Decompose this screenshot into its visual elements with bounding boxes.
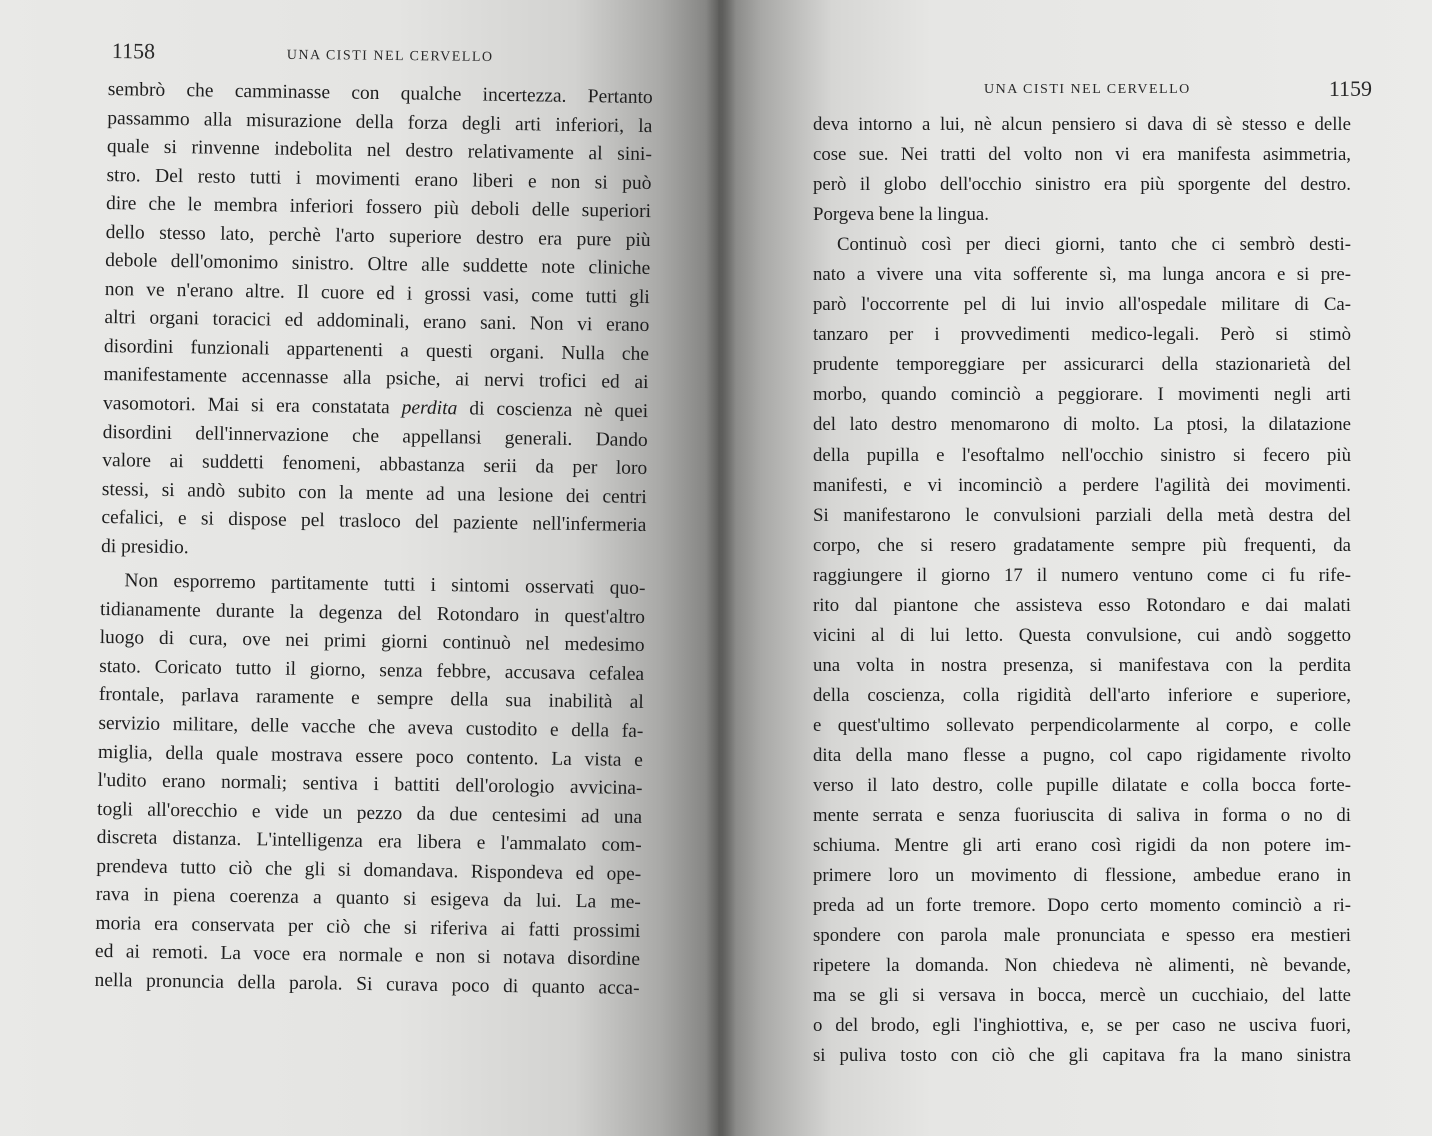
text-line: cose sue. Nei tratti del volto non vi era manifesta asimmetria, xyxy=(813,144,1351,166)
text-line: ripetere la domanda. Non chiedeva nè alimenti, nè bevande, xyxy=(813,955,1351,977)
text-line: tidianamente durante la degenza del Rotondaro in quest'altro xyxy=(99,598,646,628)
left-page-number: 1158 xyxy=(111,38,156,64)
text-line: parò l'occorrente pel di lui invio all'ospedale militare di Ca- xyxy=(813,294,1351,316)
paragraph-start-line: Continuò così per dieci giorni, tanto che ci sembrò desti- xyxy=(837,234,1351,256)
right-running-title: UNA CISTI NEL CERVELLO xyxy=(984,82,1191,97)
right-page-number: 1159 xyxy=(1328,76,1372,101)
text-line: nato a vivere una vita sofferente sì, ma lunga ancora e si pre- xyxy=(813,264,1351,286)
text-line: stato. Coricato tutto il giorno, senza febbre, accusava cefalea xyxy=(99,655,645,685)
text-line: della pupilla e l'esoftalmo nell'occhio sinistro si fecero più xyxy=(813,444,1351,466)
text-line: corpo, che si resero gradatamente sempre più frequenti, da xyxy=(813,534,1351,556)
text-line: rava in piena coerenza a quanto si esigeva da lui. La me- xyxy=(95,884,641,914)
text-fragment: di coscienza nè quei xyxy=(469,398,649,423)
text-fragment: vasomotori. Mai si era constatata xyxy=(102,392,390,419)
text-line: stessi, si andò subito con la mente ad una lesione dei centri xyxy=(101,478,647,508)
text-line: sembrò che camminasse con qualche incertezza. Pertanto xyxy=(107,78,653,109)
text-line: prudente temporeggiare per assicurarci della stazionarietà del xyxy=(813,354,1351,376)
text-line: però il globo dell'occhio sinistro era più sporgente del destro. xyxy=(813,174,1351,196)
right-page-text xyxy=(813,110,1351,1072)
text-line: Porgeva bene la lingua. xyxy=(813,204,989,226)
italic-word: perdita xyxy=(401,397,458,420)
text-line: una volta in nostra presenza, si manifestava con la perdita xyxy=(813,654,1351,676)
text-line: raggiungere il giorno 17 il numero ventuno come ci fu rife- xyxy=(813,564,1351,586)
left-running-title: UNA CISTI NEL CERVELLO xyxy=(286,47,494,65)
left-page-header xyxy=(111,38,632,65)
text-line: miglia, della quale mostrava essere poco contento. La vista e xyxy=(97,741,644,771)
text-line: frontale, parlava raramente e sempre della sua inabilità al xyxy=(98,684,644,714)
text-line: morbo, quando cominciò a peggiorare. I movimenti negli arti xyxy=(813,384,1351,406)
text-line: altri organi toracici ed addominali, erano sani. Non vi erano xyxy=(104,307,650,337)
text-line: si puliva tosto con ciò che gli capitava fra la mano sinistra xyxy=(813,1045,1351,1067)
text-line: manifesti, e vi incominciò a perdere l'agilità dei movimenti. xyxy=(813,474,1351,496)
text-line: o del brodo, egli l'inghiottiva, e, se per caso ne usciva fuori, xyxy=(813,1015,1351,1037)
text-line: passammo alla misurazione della forza degli arti inferiori, la xyxy=(107,107,653,137)
text-line: e quest'ultimo sollevato perpendicolarmente al corpo, e colle xyxy=(813,714,1351,736)
text-line: l'udito erano normali; sentiva i battiti dell'orologio avvicina- xyxy=(97,770,643,800)
text-line: luogo di cura, ove nei primi giorni continuò nel medesimo xyxy=(99,627,645,657)
text-line: manifestamente accennasse alla psiche, ai nervi trofici ed ai xyxy=(103,364,649,394)
text-line: nella pronuncia della parola. Si curava poco di quanto acca- xyxy=(94,969,640,999)
text-line: schiuma. Mentre gli arti erano così rigidi da non potere im- xyxy=(813,835,1351,857)
text-line: quale si rinvenne indebolita nel destro relativamente al sini- xyxy=(106,136,653,166)
text-line: deva intorno a lui, nè alcun pensiero si dava di sè stesso e delle xyxy=(813,114,1351,135)
text-line: disordini funzionali appartenenti a questi organi. Nulla che xyxy=(103,335,650,365)
text-line: di presidio. xyxy=(100,535,189,558)
text-line: disordini dell'innervazione che appellansi generali. Dando xyxy=(102,421,648,451)
text-line: stro. Del resto tutti i movimenti erano liberi e non si può xyxy=(106,164,652,194)
text-line: discreta distanza. L'intelligenza era libera e l'ammalato com- xyxy=(96,827,642,857)
text-line: verso il lato destro, colle pupille dilatate e colla bocca forte- xyxy=(813,775,1351,797)
text-line: prendeva tutto ciò che gli si domandava. Rispondeva ed ope- xyxy=(96,855,642,885)
text-line: ma se gli si versava in bocca, mercè un cucchiaio, del latte xyxy=(813,985,1351,1007)
text-line: debole dell'omonimo sinistro. Oltre alle suddette note cliniche xyxy=(105,250,651,280)
text-line: cefalici, e si dispose pel trasloco del paziente nell'infermeria xyxy=(101,507,647,537)
text-line: della coscienza, colla rigidità dell'arto inferiore e superiore, xyxy=(813,684,1351,706)
text-line: Si manifestarono le convulsioni parziali della metà destra del xyxy=(813,504,1351,526)
left-page-text xyxy=(94,76,653,1003)
text-line: togli all'orecchio e vide un pezzo da due centesimi ad una xyxy=(96,798,643,828)
text-line: dire che le membra inferiori fossero più deboli delle superiori xyxy=(105,193,652,223)
text-line: vicini al di lui letto. Questa convulsione, cui andò soggetto xyxy=(813,624,1351,646)
paragraph-start-line: Non esporremo partitamente tutti i sintomi osservati quo- xyxy=(124,570,646,600)
book-gutter xyxy=(706,0,736,1136)
text-line: non ve n'erano altre. Il cuore ed i grossi vasi, come tutti gli xyxy=(104,278,650,308)
text-line: rito dal piantone che assisteva esso Rotondaro e dai malati xyxy=(813,594,1351,616)
text-line: servizio militare, delle vacche che aveva custodito e della fa- xyxy=(98,712,644,743)
text-line: del lato destro menomarono di molto. La ptosi, la dilatazione xyxy=(813,414,1351,436)
text-line: primere loro un movimento di flessione, ambedue erano in xyxy=(813,865,1351,887)
text-line: moria era conservata per ciò che si riferiva ai fatti prossimi xyxy=(95,912,641,942)
text-line: valore ai suddetti fenomeni, abbastanza serii da per loro xyxy=(102,450,648,480)
text-line: dita della mano flesse a pugno, col capo rigidamente rivolto xyxy=(813,744,1351,766)
text-line: dello stesso lato, perchè l'arto superiore destro era pure più xyxy=(105,221,651,251)
text-line: mente serrata e senza fuoriuscita di saliva in forma o no di xyxy=(813,805,1351,827)
text-line: tanzaro per i provvedimenti medico-legali. Però si stimò xyxy=(813,324,1351,346)
text-line: spondere con parola male pronunciata e spesso era mestieri xyxy=(813,925,1351,947)
text-line: preda ad un forte tremore. Dopo certo momento cominciò a ri- xyxy=(813,895,1351,917)
text-line: ed ai remoti. La voce era normale e non si notava disordine xyxy=(94,941,641,971)
